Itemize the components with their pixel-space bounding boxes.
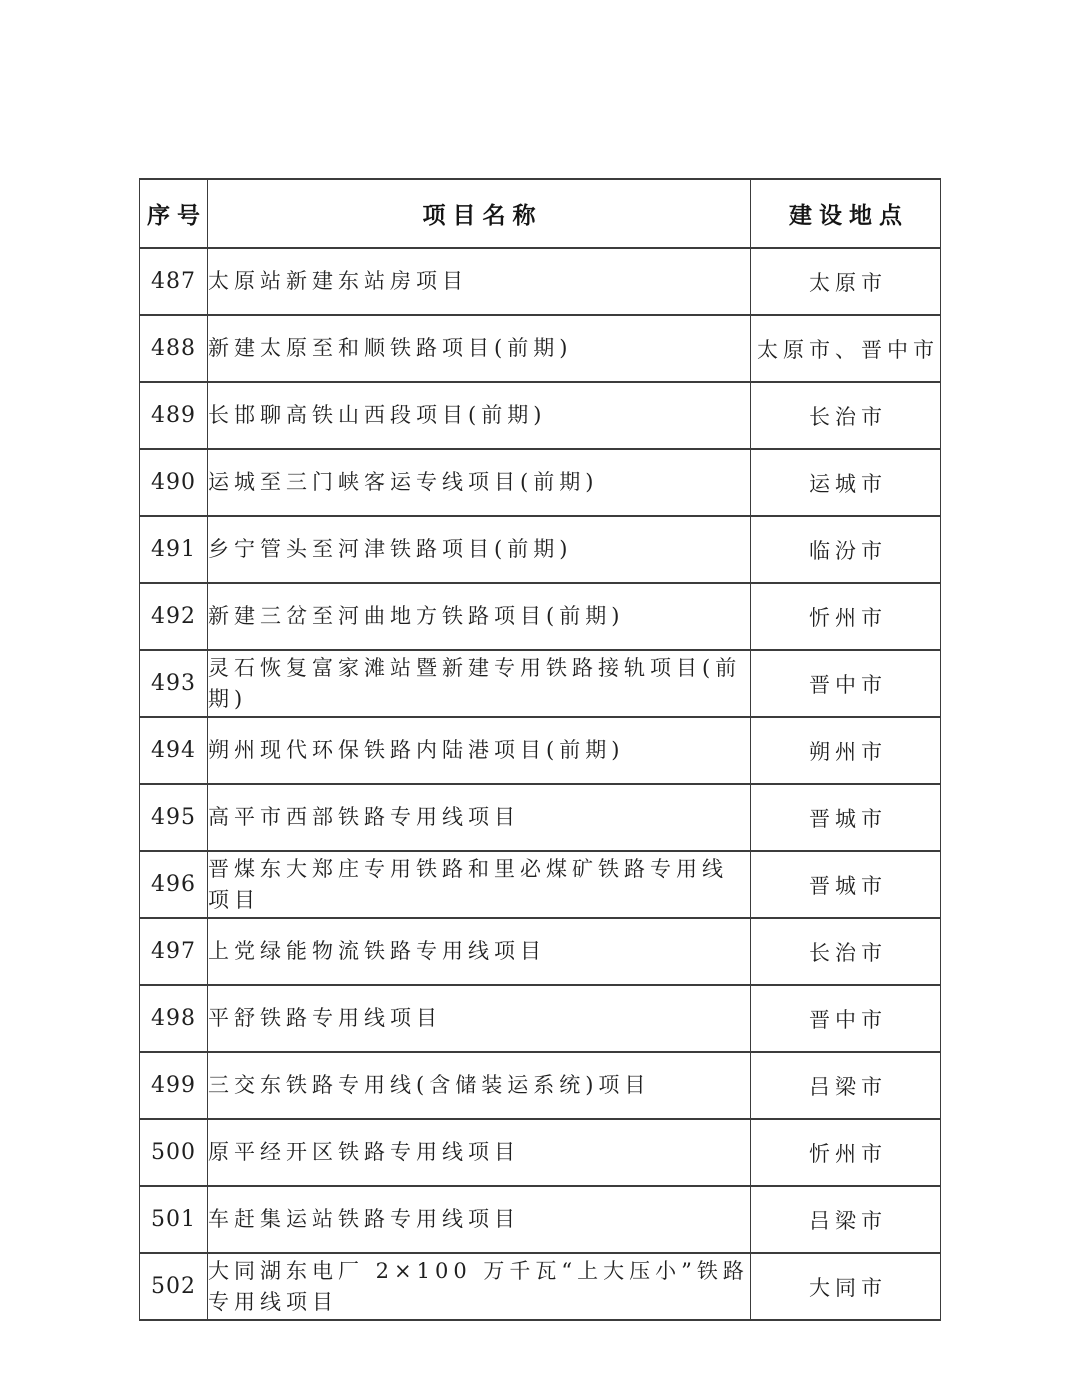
location-cell: 吕梁市 <box>751 1186 941 1253</box>
location-cell: 晋中市 <box>751 650 941 717</box>
location-cell: 忻州市 <box>751 583 941 650</box>
table-header-row <box>140 179 941 248</box>
row-number-cell: 489 <box>140 382 208 449</box>
location-cell: 临汾市 <box>751 516 941 583</box>
row-number-cell: 500 <box>140 1119 208 1186</box>
header-serial-number: 序号 <box>140 179 208 248</box>
project-name-cell: 运城至三门峡客运专线项目(前期) <box>208 449 751 516</box>
row-number-cell: 488 <box>140 315 208 382</box>
project-name-cell: 大同湖东电厂 2×100 万千瓦“上大压小”铁路专用线项目 <box>208 1253 751 1320</box>
table-row <box>140 717 941 784</box>
header-construction-location: 建设地点 <box>751 179 941 248</box>
project-name-cell: 高平市西部铁路专用线项目 <box>208 784 751 851</box>
project-name-cell: 乡宁管头至河津铁路项目(前期) <box>208 516 751 583</box>
table-body <box>140 248 941 1320</box>
location-cell: 晋城市 <box>751 851 941 918</box>
table-row <box>140 650 941 717</box>
table-row <box>140 1253 941 1320</box>
project-name-cell: 太原站新建东站房项目 <box>208 248 751 315</box>
row-number-cell: 495 <box>140 784 208 851</box>
project-name-cell: 新建太原至和顺铁路项目(前期) <box>208 315 751 382</box>
project-name-cell: 原平经开区铁路专用线项目 <box>208 1119 751 1186</box>
location-cell: 运城市 <box>751 449 941 516</box>
project-name-cell: 灵石恢复富家滩站暨新建专用铁路接轨项目(前期) <box>208 650 751 717</box>
location-cell: 忻州市 <box>751 1119 941 1186</box>
table-row <box>140 1119 941 1186</box>
project-name-cell: 朔州现代环保铁路内陆港项目(前期) <box>208 717 751 784</box>
row-number-cell: 501 <box>140 1186 208 1253</box>
table-row <box>140 382 941 449</box>
location-cell: 吕梁市 <box>751 1052 941 1119</box>
row-number-cell: 498 <box>140 985 208 1052</box>
location-cell: 晋城市 <box>751 784 941 851</box>
project-name-cell: 晋煤东大郑庄专用铁路和里必煤矿铁路专用线项目 <box>208 851 751 918</box>
project-name-cell: 平舒铁路专用线项目 <box>208 985 751 1052</box>
row-number-cell: 493 <box>140 650 208 717</box>
project-name-cell: 长邯聊高铁山西段项目(前期) <box>208 382 751 449</box>
header-project-name: 项目名称 <box>208 179 751 248</box>
project-name-cell: 上党绿能物流铁路专用线项目 <box>208 918 751 985</box>
row-number-cell: 499 <box>140 1052 208 1119</box>
table-row <box>140 1186 941 1253</box>
project-name-cell: 新建三岔至河曲地方铁路项目(前期) <box>208 583 751 650</box>
table-row <box>140 784 941 851</box>
row-number-cell: 490 <box>140 449 208 516</box>
table-row <box>140 985 941 1052</box>
table-row <box>140 851 941 918</box>
project-name-cell: 三交东铁路专用线(含储装运系统)项目 <box>208 1052 751 1119</box>
table-row <box>140 315 941 382</box>
location-cell: 长治市 <box>751 918 941 985</box>
table-row <box>140 918 941 985</box>
row-number-cell: 502 <box>140 1253 208 1320</box>
location-cell: 太原市 <box>751 248 941 315</box>
location-cell: 朔州市 <box>751 717 941 784</box>
location-cell: 太原市、晋中市 <box>751 315 941 382</box>
location-cell: 长治市 <box>751 382 941 449</box>
table-row <box>140 583 941 650</box>
row-number-cell: 497 <box>140 918 208 985</box>
row-number-cell: 491 <box>140 516 208 583</box>
location-cell: 晋中市 <box>751 985 941 1052</box>
location-cell: 大同市 <box>751 1253 941 1320</box>
row-number-cell: 496 <box>140 851 208 918</box>
table-row <box>140 449 941 516</box>
project-name-cell: 车赶集运站铁路专用线项目 <box>208 1186 751 1253</box>
row-number-cell: 494 <box>140 717 208 784</box>
table-row <box>140 1052 941 1119</box>
table-row <box>140 248 941 315</box>
project-list-table <box>139 178 941 1321</box>
table-row <box>140 516 941 583</box>
row-number-cell: 492 <box>140 583 208 650</box>
row-number-cell: 487 <box>140 248 208 315</box>
